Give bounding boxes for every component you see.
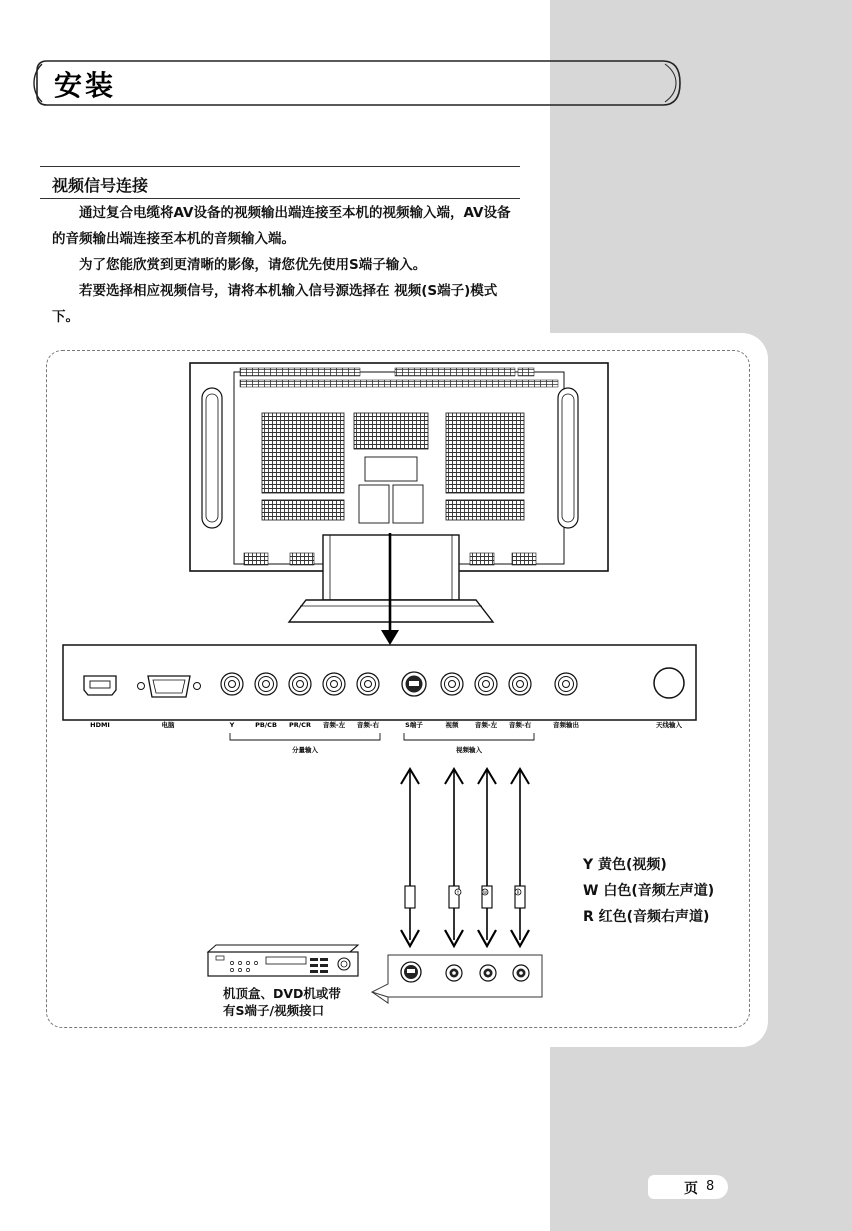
paragraph-1: 通过复合电缆将AV设备的视频输出端连接至本机的视频输入端，AV设备的音频输出端连接至本机的音频输入端。 [52, 205, 511, 247]
label-antenna: 天线输入 [656, 721, 682, 729]
audio-left-cable-mark: W [483, 890, 487, 895]
device-caption-line-1: 机顶盒、DVD机或带 [223, 986, 341, 1001]
audio-right-cable-mark: R [516, 890, 520, 895]
video-cable-mark: Y [456, 890, 460, 895]
legend-white: W 白色(音频左声道) [583, 883, 715, 899]
s-video-port [402, 672, 426, 696]
device-jack-panel [372, 955, 542, 1003]
label-pr: PR/CR [289, 721, 311, 729]
tv-back-illustration [190, 363, 608, 622]
rca-port-component-audio-right [357, 673, 379, 695]
label-video-input: 视频输入 [456, 746, 482, 754]
label-pc: 电脑 [161, 721, 175, 729]
label-audio-right: 音频-右 [508, 721, 532, 729]
video-group-bracket [404, 733, 534, 740]
paragraph-2: 为了您能欣赏到更清晰的影像，请您优先使用S端子输入。 [79, 257, 427, 273]
dvd-player-illustration [208, 945, 358, 976]
label-component-audio-left: 音频-左 [322, 721, 346, 729]
section-title: 视频信号连接 [52, 176, 149, 195]
device-caption-line-2: 有S端子/视频接口 [223, 1003, 325, 1018]
rca-port-audio-left [475, 673, 497, 695]
antenna-port [654, 668, 684, 698]
label-audio-left: 音频-左 [474, 721, 498, 729]
s-video-cable [401, 769, 419, 946]
device-caption [223, 985, 341, 1019]
component-group-bracket [230, 733, 380, 740]
rca-port-pr [289, 673, 311, 695]
rca-port-component-audio-left [323, 673, 345, 695]
label-y: Y [229, 721, 235, 729]
page-title: 安装 [54, 69, 117, 102]
label-component-audio-right: 音频-右 [356, 721, 380, 729]
video-cable [445, 769, 463, 946]
audio-right-cable [511, 769, 529, 946]
label-audio-out: 音频输出 [553, 721, 579, 729]
legend-yellow: Y 黄色(视频) [583, 857, 667, 873]
label-component-input: 分量输入 [292, 746, 318, 754]
audio-left-cable [478, 769, 496, 946]
rca-port-y [221, 673, 243, 695]
label-pb: PB/CB [255, 721, 277, 729]
hdmi-port [84, 676, 116, 695]
rca-port-audio-out [555, 673, 577, 695]
page-number: 8 [706, 1179, 715, 1194]
paragraph-3: 若要选择相应视频信号，请将本机输入信号源选择在 视频(S端子)模式下。 [52, 283, 498, 325]
rca-port-video [441, 673, 463, 695]
label-video: 视频 [445, 721, 459, 729]
page-word: 页 [684, 1181, 698, 1197]
rca-port-audio-right [509, 673, 531, 695]
legend-red: R 红色(音频右声道) [583, 909, 710, 925]
label-hdmi: HDMI [90, 721, 110, 729]
label-s-video: S端子 [405, 721, 423, 729]
rca-port-pb [255, 673, 277, 695]
